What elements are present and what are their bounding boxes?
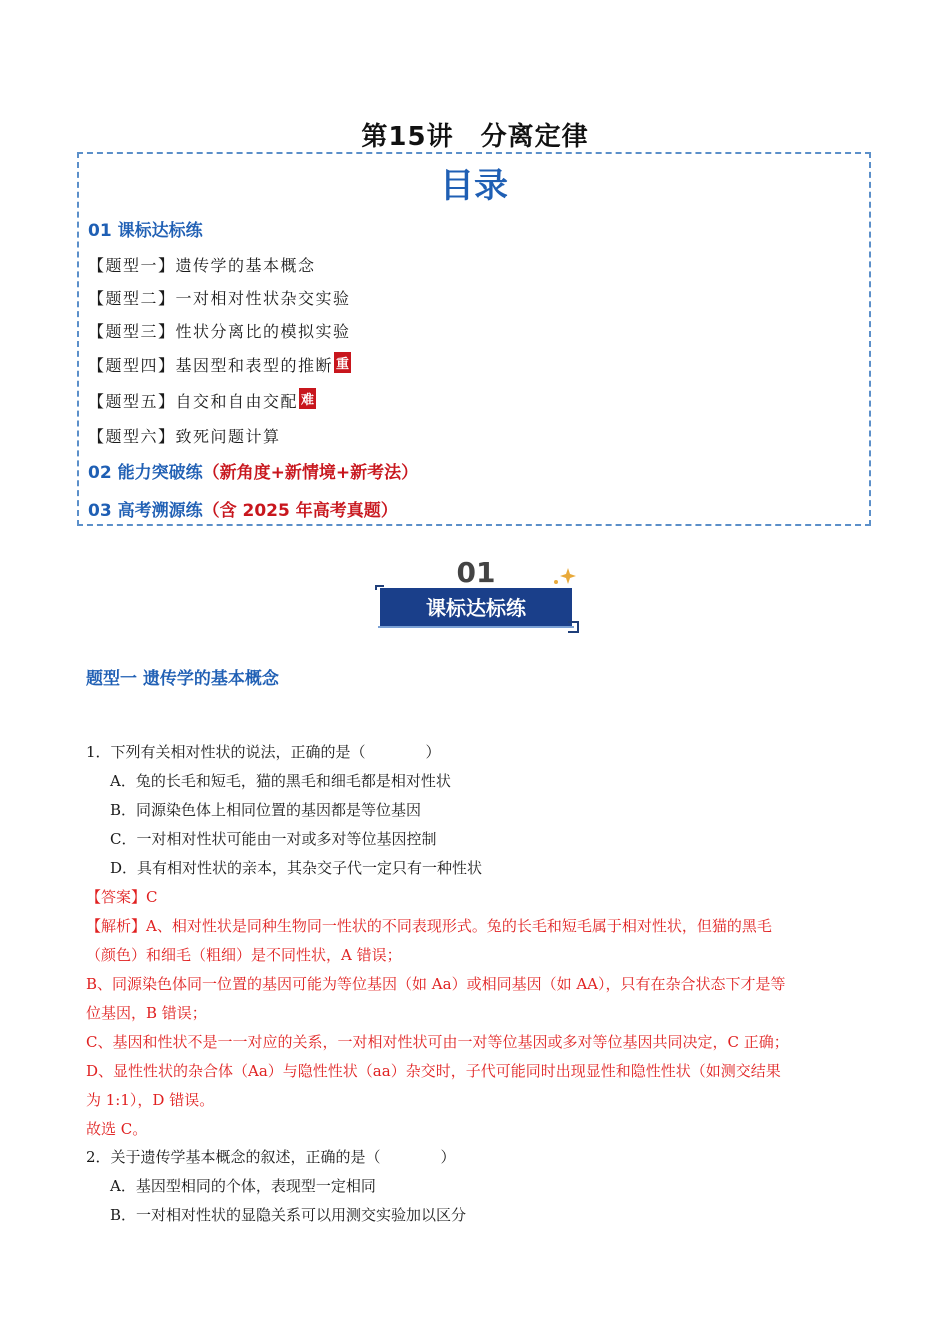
toc-item-1[interactable] — [88, 253, 316, 276]
question-2-option-b: B．一对相对性状的显隐关系可以用测交实验加以区分 — [110, 1206, 467, 1224]
analysis-line: C、基因和性状不是一一对应的关系，一对相对性状可由一对等位基因或多对等位基因共同决定，C 正确； — [86, 1033, 789, 1051]
toc-item-label: 【题型五】自交和自由交配 — [88, 392, 299, 411]
question-2-option-a: A．基因型相同的个体，表现型一定相同 — [110, 1177, 376, 1195]
section-note: （新角度+新情境+新考法） — [202, 463, 419, 483]
section-banner — [370, 556, 582, 636]
toc-item-label: 【题型四】基因型和表型的推断 — [88, 356, 334, 375]
sparkle-icon — [554, 568, 576, 584]
question-1-option-a: A．兔的长毛和短毛，猫的黑毛和细毛都是相对性状 — [110, 772, 451, 790]
question-type-heading: 题型一 遗传学的基本概念 — [86, 669, 279, 689]
toc-item-6[interactable] — [88, 424, 281, 447]
question-1-answer: 【答案】C — [86, 888, 158, 906]
section-number: 03 高考溯源练 — [88, 501, 203, 521]
toc-item-5[interactable] — [88, 388, 316, 412]
key-point-badge: 重 — [334, 352, 351, 373]
section-number: 02 能力突破练 — [88, 463, 203, 483]
question-2-stem: 2．关于遗传学基本概念的叙述，正确的是（ ） — [86, 1148, 456, 1166]
question-1-option-c: C．一对相对性状可能由一对或多对等位基因控制 — [110, 830, 437, 848]
toc-section-1[interactable]: 01 课标达标练 — [88, 221, 203, 241]
toc-section-2[interactable] — [88, 458, 418, 483]
section-note: （含 2025 年高考真题） — [202, 501, 398, 521]
toc-item-3[interactable] — [88, 319, 351, 342]
difficult-badge: 难 — [299, 388, 316, 409]
page-title: 第15讲 分离定律 — [361, 122, 589, 152]
question-1-option-d: D．具有相对性状的亲本，其杂交子代一定只有一种性状 — [110, 859, 483, 877]
analysis-line: （颜色）和细毛（粗细）是不同性状，A 错误； — [86, 946, 402, 964]
table-of-contents — [77, 152, 871, 526]
banner-number: 01 — [456, 556, 496, 589]
analysis-line: 【解析】A、相对性状是同种生物同一性状的不同表现形式。兔的长毛和短毛属于相对性状，但猫的黑毛 — [86, 917, 772, 935]
analysis-line: 位基因，B 错误； — [86, 1004, 207, 1022]
analysis-line: 为 1:1），D 错误。 — [86, 1091, 215, 1109]
question-1-stem: 1．下列有关相对性状的说法，正确的是（ ） — [86, 743, 441, 761]
toc-item-label: 【题型一】遗传学的基本概念 — [88, 256, 316, 275]
analysis-line: D、显性性状的杂合体（Aa）与隐性性状（aa）杂交时，子代可能同时出现显性和隐性性状（如测交结果 — [86, 1062, 781, 1080]
toc-section-3[interactable] — [88, 496, 398, 521]
banner-label: 课标达标练 — [426, 596, 526, 620]
toc-title: 目录 — [440, 166, 508, 206]
toc-item-2[interactable] — [88, 286, 351, 309]
question-1-option-b: B．同源染色体上相同位置的基因都是等位基因 — [110, 801, 422, 819]
analysis-line: 故选 C。 — [86, 1120, 148, 1138]
toc-item-4[interactable] — [88, 352, 351, 376]
toc-item-label: 【题型二】一对相对性状杂交实验 — [88, 289, 351, 308]
toc-item-label: 【题型三】性状分离比的模拟实验 — [88, 322, 351, 341]
analysis-line: B、同源染色体同一位置的基因可能为等位基因（如 Aa）或相同基因（如 AA），只有在杂合状态下才是等 — [86, 975, 786, 993]
toc-item-label: 【题型六】致死问题计算 — [88, 427, 281, 446]
